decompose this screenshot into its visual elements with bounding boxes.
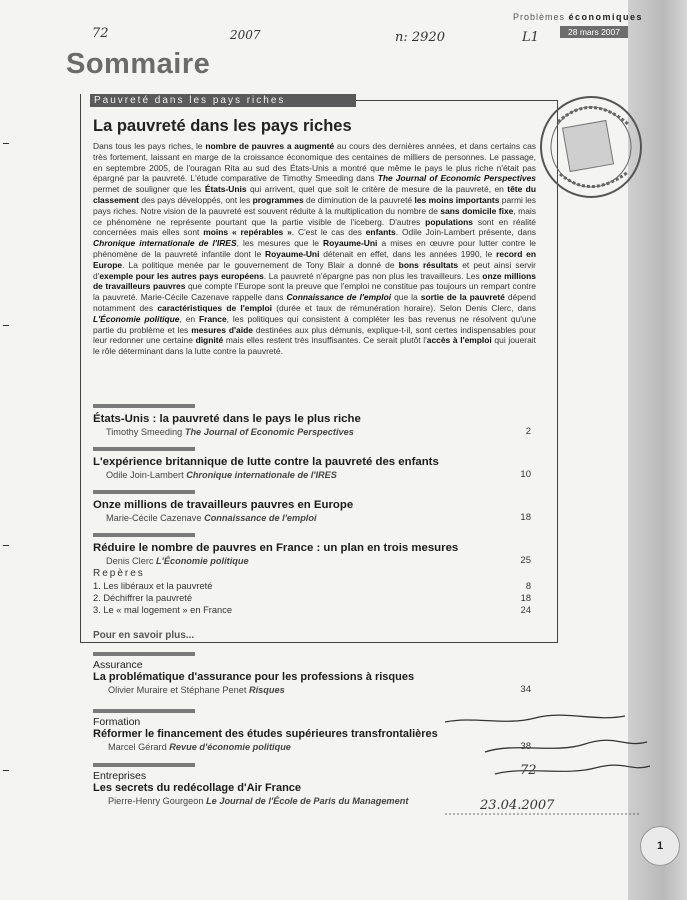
intro-text-segment: . Odile Join-Lambert présente, dans — [395, 227, 536, 238]
margin-tick — [3, 325, 9, 326]
intro-text-segment: détenait en effet, dans les années 1990, le — [319, 248, 497, 259]
rubric-journal: Revue d'économie politique — [169, 742, 291, 752]
rubric-source — [108, 685, 543, 695]
page-number: 1 — [640, 826, 680, 866]
entry-source — [106, 556, 543, 566]
entry-title: Onze millions de travailleurs pauvres en Europe — [93, 499, 354, 511]
reperes-item-label: 3. Le « mal logement » en France — [93, 605, 233, 615]
rubric-rule — [93, 652, 195, 656]
entry-rule — [93, 447, 195, 451]
magazine-name-light: Problèmes — [512, 12, 565, 22]
entry-page: 2 — [525, 426, 531, 437]
entry-title: Réduire le nombre de pauvres en France : un plan en trois mesures — [93, 542, 459, 554]
handwritten-registration-number: 72 — [520, 763, 537, 778]
entry-source — [106, 470, 543, 480]
reperes-item-label: 2. Déchiffrer la pauvreté — [93, 593, 193, 603]
intro-text-segment: dépend notamment des — [93, 292, 536, 313]
intro-text-segment: . C'est le cas des — [291, 227, 366, 238]
handwritten-year: 2007 — [230, 28, 261, 42]
magazine-name-bold: économiques — [568, 12, 643, 22]
reperes-heading: Repères — [93, 568, 145, 579]
rubric-author: Olivier Muraire et Stéphane Penet — [108, 685, 247, 695]
intro-text-segment: au cours des dernières années, et dans certains cas très fortement, laissant en marge de la croissance économique des centaines de milliers de personnes. Le passage, en septembre 2005, de l'ouragan Rita au sud des États-Unis a montré que même le pays le plus riche n'était pas épargné par la pauvreté. L'étude comparative de Timothy Smeeding dans — [93, 141, 536, 184]
frame-border-bottom — [80, 642, 558, 643]
entry-author: Odile Join-Lambert — [106, 470, 184, 480]
intro-text-segment: Connaissance de l'emploi — [286, 292, 392, 303]
magazine-header — [513, 12, 643, 22]
margin-tick — [3, 143, 9, 144]
intro-text-segment: moins « repérables » — [203, 227, 292, 238]
intro-text-segment: mesures d'aide — [191, 324, 253, 335]
intro-text-segment: mais elles restent très insuffisantes. Ce serait plutôt l' — [223, 335, 427, 346]
rubric-rule — [93, 763, 195, 767]
section-label-text: Pauvreté dans les pays riches — [94, 95, 286, 106]
entry-title: États-Unis : la pauvreté dans le pays le plus riche — [93, 413, 361, 425]
intro-text-segment: (durée et taux de rémunération horaire). Selon Denis Clerc, dans — [271, 302, 536, 313]
intro-text-segment: et peut ainsi servir d' — [93, 259, 536, 281]
entry-author: Timothy Smeeding — [106, 427, 183, 437]
intro-text-segment: , les politiques qui consistent à compléter les bas revenus ne résolvent qu'une partie du problème et les — [93, 313, 537, 335]
entry-journal: The Journal of Economic Perspectives — [184, 427, 354, 437]
entry-page: 10 — [520, 469, 531, 480]
reperes-item-page: 8 — [525, 581, 531, 591]
intro-text-segment: enfants — [365, 227, 396, 238]
intro-text-segment: dignité — [195, 335, 224, 346]
rubric-title: Réformer le financement des études supérieures transfrontalières — [93, 728, 438, 740]
intro-text-segment: Royaume-Uni — [323, 238, 378, 249]
toc-entry[interactable] — [93, 404, 543, 437]
intro-paragraph — [93, 141, 536, 357]
rubric-journal: Risques — [248, 685, 285, 695]
intro-text-segment: sont en réalité concernées mais elles sont — [93, 216, 536, 238]
intro-text-segment: que la — [391, 292, 421, 303]
handwritten-note-left: 72 — [92, 26, 109, 41]
reperes-item-label: 1. Les libéraux et la pauvreté — [93, 581, 213, 591]
intro-text-segment: Royaume-Uni — [265, 248, 320, 259]
intro-text-segment: accès à l'emploi — [426, 335, 492, 346]
intro-text-segment: The Journal of Economic Perspectives — [377, 173, 536, 184]
entry-page: 18 — [520, 512, 531, 523]
intro-text-segment: de diminution de la pauvreté — [303, 194, 415, 205]
entry-author: Marie-Cécile Cazenave — [106, 513, 202, 523]
intro-text-segment: L'Économie politique — [93, 313, 180, 324]
intro-text-segment: parmi les pays riches. Notre vision de la pauvreté est souvent réduite à la multiplication du nombre de — [93, 194, 536, 216]
entry-source — [106, 427, 543, 437]
entry-rule — [93, 533, 195, 537]
further-reading-link[interactable]: Pour en savoir plus... — [93, 630, 195, 641]
entry-author: Denis Clerc — [106, 556, 154, 566]
rubric-page: 34 — [520, 684, 531, 695]
intro-text-segment: , les mesures que le — [236, 238, 323, 249]
margin-tick — [3, 545, 9, 546]
entry-title: L'expérience britannique de lutte contre la pauvreté des enfants — [93, 456, 439, 468]
intro-text-segment: caractéristiques de l'emploi — [157, 302, 272, 313]
intro-text-segment: sortie de la pauvreté — [420, 292, 505, 303]
intro-text-segment: , en — [179, 313, 199, 324]
reperes-item[interactable] — [93, 581, 543, 593]
reperes-section — [93, 568, 543, 617]
intro-text-segment: que compte l'Europe sont la preuve que l'emploi ne constitue pas toujours un rempart contre la pauvreté. Marie-Cécile Cazenave rappelle dans — [93, 281, 536, 303]
reperes-item[interactable] — [93, 593, 543, 605]
intro-text-segment: les moins importants — [414, 194, 500, 205]
entry-source — [106, 513, 543, 523]
intro-text-segment: Dans tous les pays riches, le — [93, 141, 206, 151]
intro-text-segment: des pays développés, ont les — [138, 194, 253, 205]
entry-journal: Connaissance de l'emploi — [204, 513, 317, 523]
intro-text-segment: sans domicile fixe — [440, 205, 514, 216]
intro-text-segment: tête du classement — [93, 184, 536, 205]
toc-entry[interactable] — [93, 490, 543, 523]
handwritten-registration — [425, 712, 655, 842]
intro-text-segment: . La politique menée par le gouvernement de Tony Blair a donné de — [122, 259, 399, 270]
reperes-item-page: 18 — [520, 593, 531, 603]
intro-text-segment: bons résultats — [398, 259, 459, 270]
rubric-label: Formation — [93, 716, 141, 728]
intro-text-segment: programmes — [252, 194, 304, 205]
intro-text-segment: Chronique internationale de l'IRES — [93, 238, 237, 249]
margin-tick — [3, 770, 9, 771]
library-stamp — [536, 92, 646, 202]
rubric-label: Assurance — [93, 659, 143, 671]
rubric-entry[interactable] — [93, 652, 543, 695]
handwritten-number: n: 2920 — [395, 30, 445, 45]
entry-rule — [93, 490, 195, 494]
entry-rule — [93, 404, 195, 408]
reperes-item-page: 24 — [520, 605, 531, 615]
entry-page: 25 — [520, 555, 531, 566]
frame-border-top — [352, 100, 558, 101]
intro-text-segment: nombre de pauvres a augmenté — [205, 141, 335, 151]
intro-text-segment: France — [199, 313, 227, 324]
rubric-rule — [93, 709, 195, 713]
section-label — [90, 94, 356, 107]
rubric-journal: Le Journal de l'École de Paris du Management — [206, 796, 409, 806]
intro-text-segment: . La pauvreté n'épargne pas non plus les travailleurs. Les — [263, 270, 483, 281]
intro-text-segment: destinées aux plus démunis, explique-t-il, sont certes indispensables pour leur redonner une certaine — [93, 324, 536, 346]
intro-text-segment: populations — [425, 216, 473, 227]
intro-title: La pauvreté dans les pays riches — [93, 117, 352, 135]
entry-journal: Chronique internationale de l'IRES — [186, 470, 337, 480]
reperes-item[interactable] — [93, 605, 543, 617]
rubric-title: Les secrets du redécollage d'Air France — [93, 782, 302, 794]
rubric-author: Marcel Gérard — [108, 742, 167, 752]
intro-text-segment: qui jouerait le rôle déterminant dans la lutte contre la pauvreté. — [93, 335, 537, 357]
intro-text-segment: record en Europe — [93, 248, 536, 270]
intro-text-segment: États-Unis — [204, 184, 247, 195]
toc-entry[interactable] — [93, 447, 543, 480]
intro-text-segment: a mises en œuvre pour lutter contre le phénomène de la pauvreté infantile dont le — [93, 238, 536, 259]
page-title: Sommaire — [66, 48, 211, 80]
intro-text-segment: onze millions de travailleurs pauvres — [93, 270, 536, 292]
rubric-label: Entreprises — [93, 770, 147, 782]
entry-journal: L'Économie politique — [156, 556, 249, 566]
intro-text-segment: exemple pour les autres pays européens — [99, 270, 264, 281]
issue-date: 28 mars 2007 — [560, 26, 628, 38]
intro-text-segment: qui arrivent, quel que soit le critère de mesure de la pauvreté, en — [246, 184, 508, 195]
intro-text-segment: permet de souligner que les — [93, 184, 205, 195]
rubric-page: 38 — [520, 741, 531, 752]
rubric-title: La problématique d'assurance pour les professions à risques — [93, 671, 415, 683]
toc-entry[interactable] — [93, 533, 543, 566]
handwritten-note-right: L1 — [522, 30, 539, 45]
handwritten-registration-date: 23.04.2007 — [480, 798, 555, 813]
rubric-author: Pierre-Henry Gourgeon — [108, 796, 204, 806]
intro-text-segment: , mais ce phénomène ne représente pourtant que la partie visible de l'iceberg. D'autres — [93, 205, 536, 227]
